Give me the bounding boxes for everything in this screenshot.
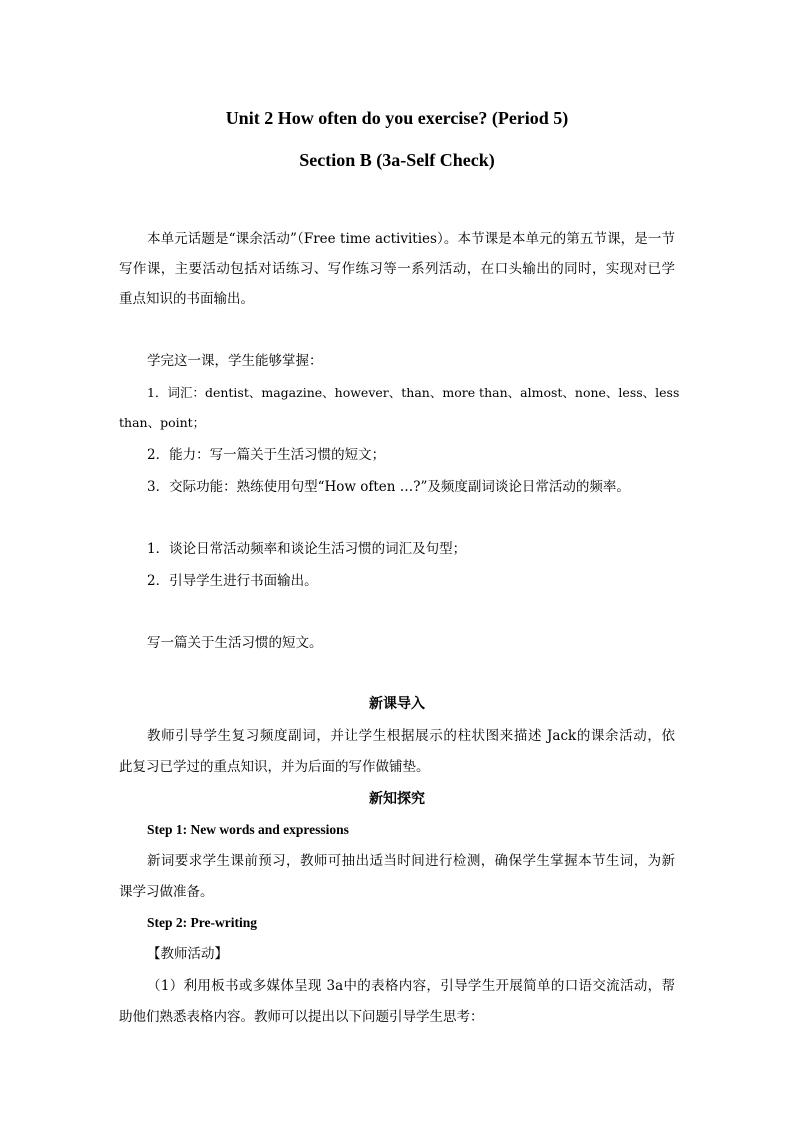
step-1-line-2: 课学习做准备。 <box>119 884 214 900</box>
section-heading-lead-in: 新课导入 <box>369 696 425 712</box>
step-2-line-1: （1）利用板书或多媒体呈现 3a中的表格内容，引导学生开展简单的口语交流活动，帮 <box>147 978 675 994</box>
lead-in-line-1: 教师引导学生复习频度副词，并让学生根据展示的柱状图来描述 Jack的课余活动，依 <box>147 728 675 744</box>
step-2-title: Step 2: Pre-writing <box>147 915 257 930</box>
document-subtitle: Section B (3a-Self Check) <box>299 150 495 170</box>
teacher-activity-label: 【教师活动】 <box>147 946 228 962</box>
key-point-1: 1．谈论日常活动频率和谈论生活习惯的词汇及句型； <box>147 541 467 557</box>
objective-1-line-1: 1．词汇：dentist、magazine、however、than、more than、almost、none、less、less <box>147 385 680 400</box>
objective-3: 3．交际功能：熟练使用句型“How often …?”及频度副词谈论日常活动的频率。 <box>147 479 630 495</box>
objective-2: 2．能力：写一篇关于生活习惯的短文； <box>147 447 386 463</box>
intro-line-1: 本单元话题是“课余活动”（Free time activities）。本节课是本单元的第五节课，是一节 <box>147 231 675 247</box>
intro-line-3: 重点知识的书面输出。 <box>119 291 254 307</box>
step-1-line-1: 新词要求学生课前预习，教师可抽出适当时间进行检测，确保学生掌握本节生词，为新 <box>147 853 675 869</box>
document-title: Unit 2 How often do you exercise? (Period 5) <box>225 108 569 128</box>
intro-line-2: 写作课，主要活动包括对话练习、写作练习等一系列活动，在口头输出的同时，实现对已学 <box>119 261 675 277</box>
section-heading-explore: 新知探究 <box>369 791 425 807</box>
step-2-line-2: 助他们熟悉表格内容。教师可以提出以下问题引导学生思考： <box>119 1009 484 1025</box>
objectives-lead: 学完这一课，学生能够掌握： <box>147 353 323 369</box>
lead-in-line-2: 此复习已学过的重点知识，并为后面的写作做铺垫。 <box>119 759 430 775</box>
step-1-title: Step 1: New words and expressions <box>147 822 349 837</box>
difficulty-text: 写一篇关于生活习惯的短文。 <box>147 635 323 651</box>
objective-1-line-2: than、point； <box>119 415 206 430</box>
key-point-2: 2．引导学生进行书面输出。 <box>147 573 318 589</box>
